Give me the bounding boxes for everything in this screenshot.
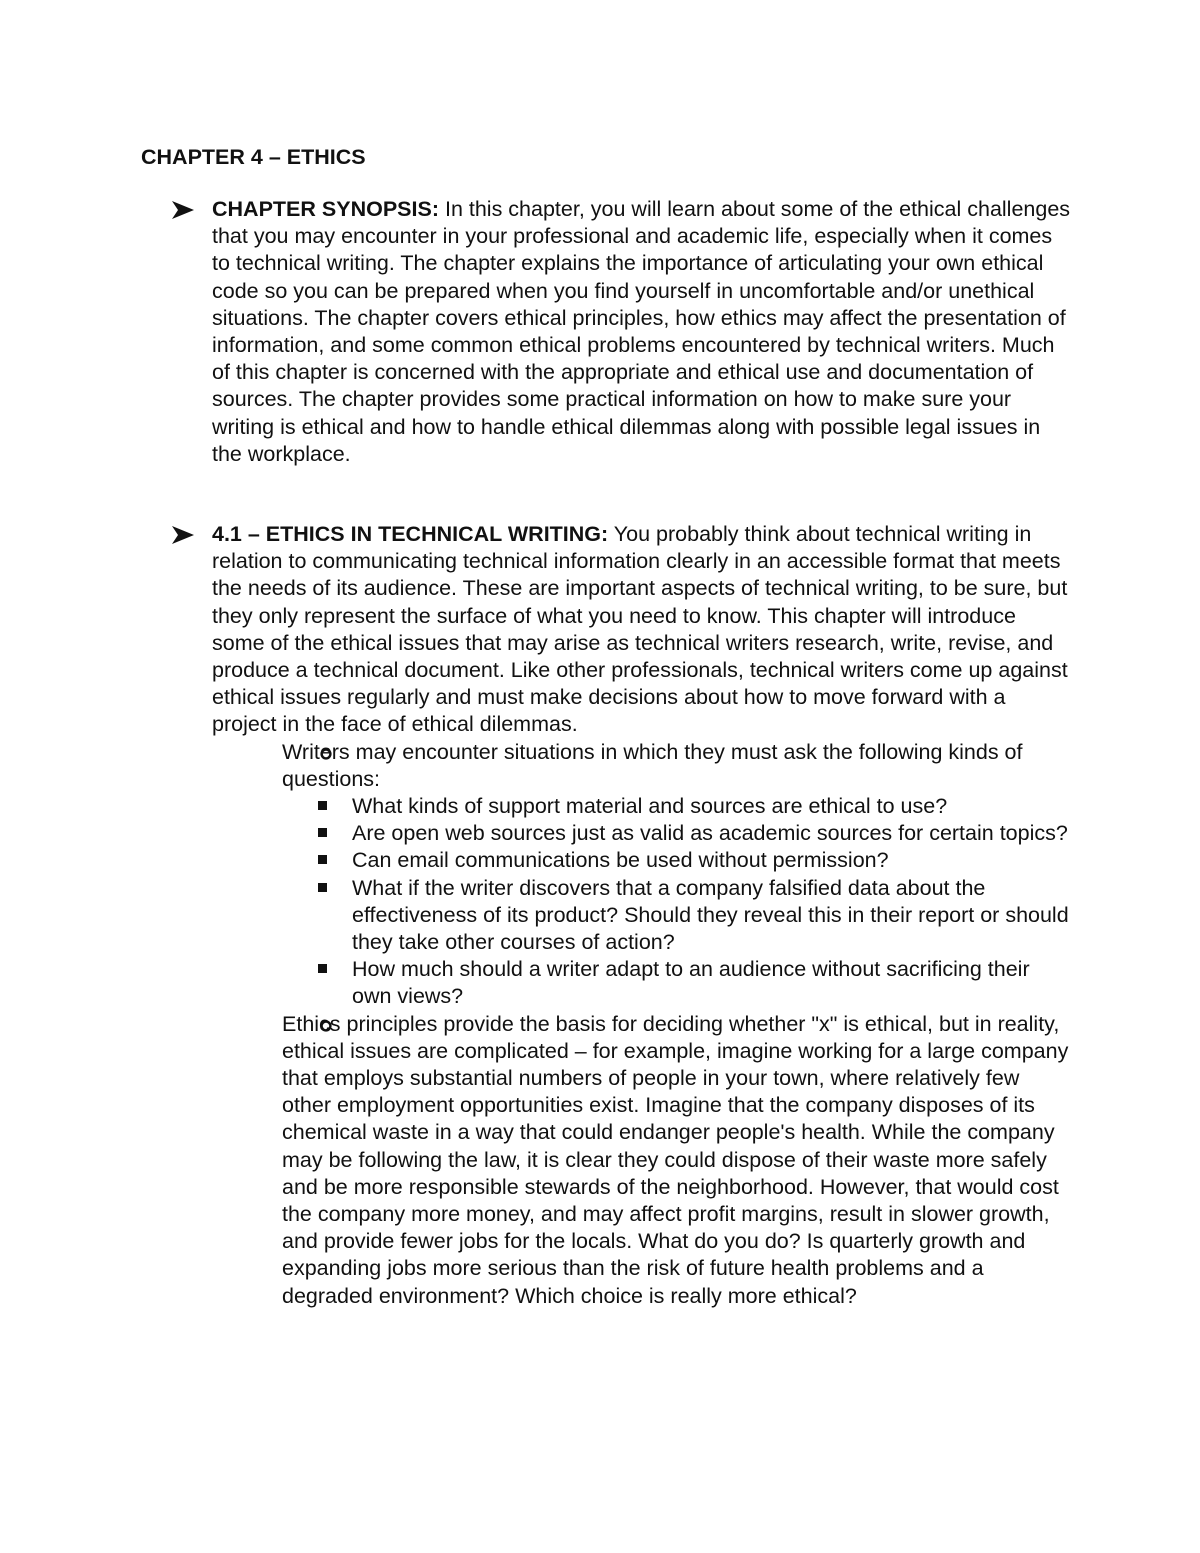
section-4-1 bbox=[212, 521, 1072, 1310]
question-text: Are open web sources just as valid as academic sources for certain topics? bbox=[352, 821, 1068, 846]
square-bullet-icon bbox=[318, 964, 327, 973]
arrow-bullet-icon bbox=[172, 201, 194, 219]
synopsis-lead: CHAPTER SYNOPSIS: bbox=[212, 197, 439, 221]
square-bullet-icon bbox=[318, 855, 327, 864]
question-item bbox=[352, 820, 1072, 847]
square-bullet-icon bbox=[318, 801, 327, 810]
list-item-text: Ethics principles provide the basis for deciding whether "x" is ethical, but in reality, ethical issues are complicated – for example, imagine working for a large company that employs substantial numbers of people in your town, where relatively few other employment opportunities exist. Imagine that the company disposes of its chemical waste in a way that could endanger people's health. While the company may be following the law, it is clear they could dispose of their waste more safely and be more responsible stewards of the neighborhood. However, that would cost the company more money, and may affect profit margins, result in slower growth, and provide fewer jobs for the locals. What do you do? Is quarterly growth and expanding jobs more serious than the risk of future health problems and a degraded environment? Which choice is really more ethical? bbox=[282, 1011, 1069, 1308]
section-4-1-lead: 4.1 – ETHICS IN TECHNICAL WRITING: bbox=[212, 522, 609, 546]
question-item bbox=[352, 847, 1072, 874]
list-item bbox=[282, 739, 1072, 1011]
circle-bullet-icon bbox=[320, 748, 332, 760]
question-text: Can email communications be used without permission? bbox=[352, 848, 889, 873]
synopsis-text: In this chapter, you will learn about some of the ethical challenges that you may encounter in your professional and academic life, especially when it comes to technical writing. The chapter explains the importance of articulating your own ethical code so you can be prepared when you find yourself in uncomfortable and/or unethical situations. The chapter covers ethical principles, how ethics may affect the presentation of information, and some common ethical problems encountered by technical writers. Much of this chapter is concerned with the appropriate and ethical use and documentation of sources. The chapter provides some practical information on how to make sure your writing is ethical and how to handle ethical dilemmas along with possible legal issues in the workplace. bbox=[212, 197, 1071, 466]
question-text: What kinds of support material and sources are ethical to use? bbox=[352, 794, 948, 819]
arrow-bullet-icon bbox=[172, 526, 194, 544]
question-list bbox=[282, 793, 1072, 1011]
synopsis-section bbox=[212, 196, 1072, 468]
question-item bbox=[352, 793, 1072, 820]
question-item bbox=[352, 875, 1072, 957]
section-4-1-paragraph bbox=[212, 521, 1072, 739]
question-text: How much should a writer adapt to an audience without sacrificing their own views? bbox=[352, 957, 1030, 1009]
section-4-1-text: You probably think about technical writing in relation to communicating technical information clearly in an accessible format that meets the needs of its audience. These are important aspects of technical writing, to be sure, but they only represent the surface of what you need to know. This chapter will introduce some of the ethical issues that may arise as technical writers research, write, revise, and produce a technical document. Like other professionals, technical writers come up against ethical issues regularly and must make decisions about how to move forward with a project in the face of ethical dilemmas. bbox=[212, 522, 1068, 737]
question-item bbox=[352, 956, 1072, 1010]
sub-list bbox=[212, 739, 1072, 1310]
list-item bbox=[282, 1011, 1072, 1310]
circle-bullet-icon bbox=[320, 1020, 332, 1032]
synopsis-paragraph bbox=[212, 196, 1072, 468]
square-bullet-icon bbox=[318, 828, 327, 837]
list-item-text: Writers may encounter situations in which they must ask the following kinds of questions: bbox=[282, 739, 1023, 791]
square-bullet-icon bbox=[318, 883, 327, 892]
question-text: What if the writer discovers that a company falsified data about the effectiveness of its product? Should they reveal this in their report or should they take other courses of action? bbox=[352, 875, 1069, 955]
chapter-title: CHAPTER 4 – ETHICS bbox=[141, 145, 366, 169]
